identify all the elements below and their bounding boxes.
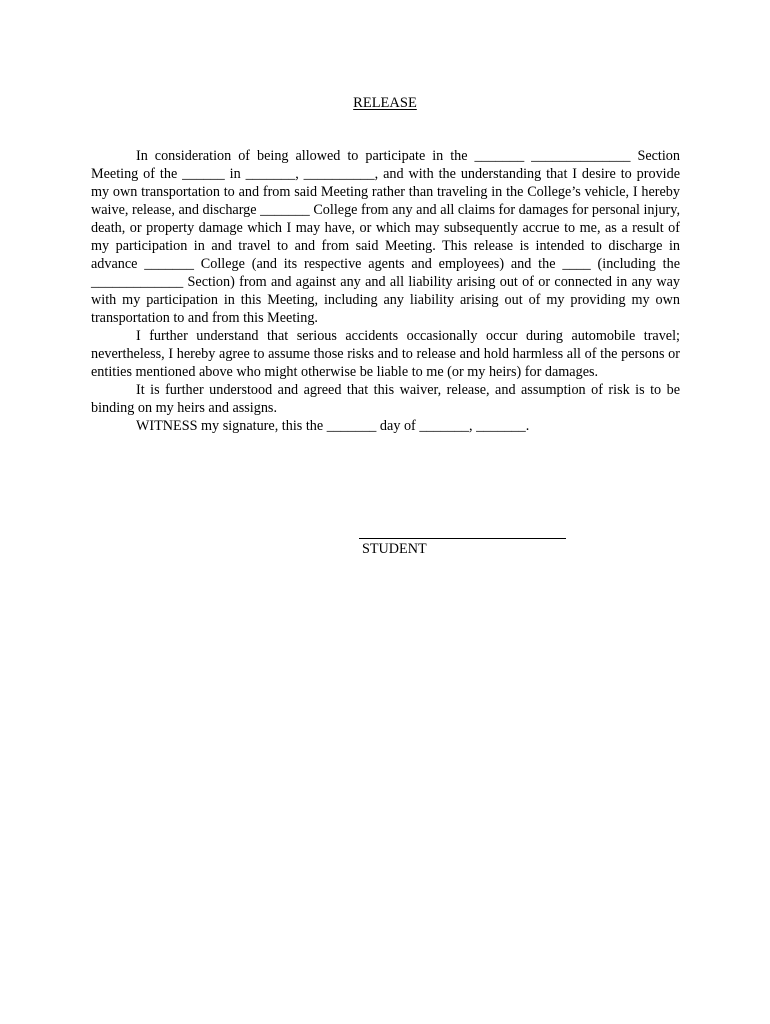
paragraph-consideration: In consideration of being allowed to participate in the _______ ______________ Section Meeting of the ______ in _______, __________, and with the understanding that I desire to provide my own transportation to and from said Meeting rather than traveling in the College’s vehicle, I hereby waive, release, and discharge _______ College from any and all claims for damages for personal injury, death, or property damage which I may have, or which may subsequently accrue to me, as a result of my participation in and travel to and from said Meeting. This release is intended to discharge in advance _______ College (and its respective agents and employees) and the ____ (including the _____________ Section) from and against any and all liability arising out of or connected in any way with my participation in this Meeting, including any liability arising out of my providing my own transportation to and from this Meeting. [91,148,680,326]
release-body [91,147,680,435]
document-title: RELEASE [353,95,417,111]
paragraph-risk-assumption: I further understand that serious accidents occasionally occur during automobile travel; nevertheless, I hereby agree to assume those risks and to release and hold harmless all of the persons or entities mentioned above who might otherwise be liable to me (or my heirs) for damages. [91,328,680,380]
signature-line [359,538,566,539]
paragraph-witness: WITNESS my signature, this the _______ day of _______, _______. [136,418,530,434]
signature-label: STUDENT [362,541,427,557]
paragraph-binding: It is further understood and agreed that this waiver, release, and assumption of risk is to be binding on my heirs and assigns. [91,382,680,416]
